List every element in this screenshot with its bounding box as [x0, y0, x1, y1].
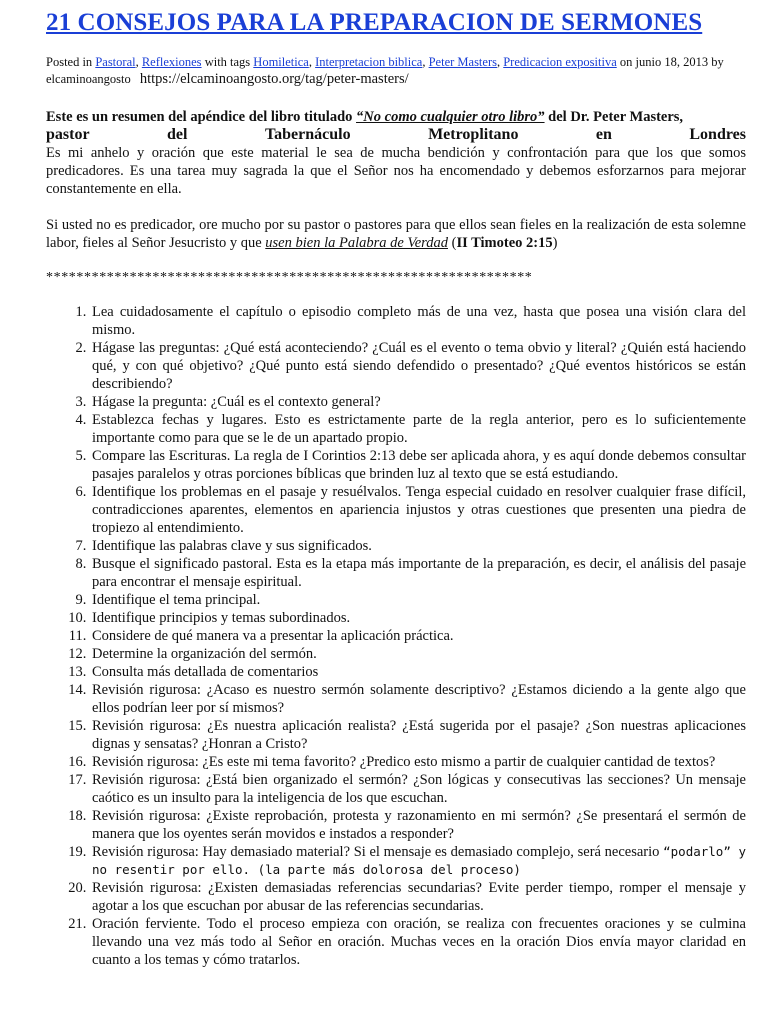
intro-word: Metroplitano: [428, 126, 519, 143]
list-item: 1. Lea cuidadosamente el capítulo o episodio completo más de una vez, hasta que posea una visión clara del mismo.: [90, 303, 746, 339]
list-item: 5. Compare las Escrituras. La regla de I Corintios 2:13 debe ser aplicada ahora, y es aquí donde debemos consultar pasajes paralelos y otras porciones bíblicas que brinden luz al texto que se está estudiando.: [90, 447, 746, 483]
post-author: elcaminoangosto: [46, 72, 131, 86]
list-item: 20. Revisión rigurosa: ¿Existen demasiadas referencias secundarias? Evite perder tiempo, romper el mensaje y agotar a los que escuchan por abusar de las referencias secundarias.: [90, 879, 746, 915]
posted-in-label: Posted in: [46, 55, 93, 69]
intro-body: Es mi anhelo y oración que este material le sea de mucha bendición y confrontación para que los que somos predicadores. Es una tarea muy sagrada la que el Señor nos ha encomendado y debemos esforzarnos para mejorar constantemente en ella.: [46, 145, 746, 197]
source-url: https://elcaminoangosto.org/tag/peter-masters/: [139, 71, 409, 87]
separator: ,: [135, 55, 139, 69]
post-meta: [46, 54, 746, 88]
verse-link: usen bien la Palabra de Verdad: [265, 235, 448, 251]
tips-list: [46, 303, 746, 969]
separator: ,: [308, 55, 312, 69]
separator: ,: [496, 55, 501, 69]
list-item: 8. Busque el significado pastoral. Esta es la etapa más importante de la preparación, es decir, el análisis del pasaje para encontrar el mensaje espiritual.: [90, 555, 746, 591]
intro-word: Londres: [689, 126, 746, 143]
separator: ,: [422, 55, 426, 69]
category-link-reflexiones[interactable]: Reflexiones: [141, 55, 202, 69]
list-item-text: Revisión rigurosa: Hay demasiado material? Si el mensaje es demasiado complejo, será necesario: [92, 844, 660, 860]
ref-close: ): [552, 235, 558, 251]
list-item: 4. Establezca fechas y lugares. Esto es estrictamente parte de la regla anterior, pero es lo suficientemente importante como para que se le de un apartado propio.: [90, 411, 746, 447]
list-item: 6. Identifique los problemas en el pasaje y resuélvalos. Tenga especial cuidado en resolver cualquier frase difícil, contradicciones aparentes, elementos en apariencia injustos y otras cuestiones que presenten una piedra de tropiezo al entendimiento.: [90, 483, 746, 537]
intro-word: en: [595, 126, 612, 143]
intro-author-text: del Dr. Peter Masters,: [548, 109, 684, 125]
paragraph-2: [46, 216, 746, 252]
intro-lead-text: Este es un resumen del apéndice del libro titulado: [46, 109, 353, 125]
list-item: 18. Revisión rigurosa: ¿Existe reprobación, protesta y razonamiento en mi sermón? ¿Se presentará el sermón de manera que los oyentes serán movidos e instados a responder?: [90, 807, 746, 843]
category-link-pastoral[interactable]: Pastoral: [95, 55, 136, 69]
list-item: 13. Consulta más detallada de comentarios: [90, 663, 746, 681]
post-date: on junio 18, 2013 by: [619, 55, 724, 69]
list-item: 2. Hágase las preguntas: ¿Qué está aconteciendo? ¿Cuál es el evento o tema obvio y literal? ¿Quién está haciendo qué, y con qué objetivo? ¿Qué punto está siendo defendido o presentado? ¿Qué eventos históricos se están describiendo?: [90, 339, 746, 393]
intro-word: pastor: [46, 126, 90, 143]
book-title: “No como cualquier otro libro”: [356, 109, 545, 125]
list-item: 3. Hágase la pregunta: ¿Cuál es el contexto general?: [90, 393, 746, 411]
list-item: 21. Oración ferviente. Todo el proceso empieza con oración, se realiza con frecuentes oraciones y se culmina llevando una vez más todo al Señor en oración. Muchas veces en la oración Dios envía mayor claridad en cuanto a los temas y cómo tratarlos.: [90, 915, 746, 969]
list-item: 14. Revisión rigurosa: ¿Acaso es nuestro sermón solamente descriptivo? ¿Estamos diciendo a la gente algo que ellos podrían leer por sí mismos?: [90, 681, 746, 717]
list-item: 10. Identifique principios y temas subordinados.: [90, 609, 746, 627]
tag-link-interpretacion[interactable]: Interpretacion biblica: [315, 55, 423, 69]
ref-open: (: [451, 235, 457, 251]
intro-word: del: [167, 126, 188, 143]
page-title[interactable]: 21 CONSEJOS PARA LA PREPARACION DE SERMONES: [46, 9, 703, 36]
intro-section: [46, 108, 746, 198]
scripture-ref: II Timoteo 2:15: [456, 235, 553, 251]
list-item: 16. Revisión rigurosa: ¿Es este mi tema favorito? ¿Predico esto mismo a partir de cualquier cantidad de textos?: [90, 753, 746, 771]
list-item: 12. Determine la organización del sermón.: [90, 645, 746, 663]
list-item: 9. Identifique el tema principal.: [90, 591, 746, 609]
intro-lead: [46, 108, 746, 126]
intro-justified-line: [46, 126, 746, 144]
tag-link-homiletica[interactable]: Homiletica: [253, 55, 309, 69]
paragraph-2-text: Si usted no es predicador, ore mucho por su pastor o pastores para que ellos sean fieles en la realización de esta solemne labor, fieles al Señor Jesucristo y que: [46, 217, 746, 251]
list-item: 7. Identifique las palabras clave y sus significados.: [90, 537, 746, 555]
list-item: 11. Considere de qué manera va a presentar la aplicación práctica.: [90, 627, 746, 645]
list-item: 15. Revisión rigurosa: ¿Es nuestra aplicación realista? ¿Está sugerida por el pasaje? ¿Son nuestras aplicaciones dignas y sensatas? ¿Honran a Cristo?: [90, 717, 746, 753]
tag-link-predicacion[interactable]: Predicacion expositiva: [503, 55, 617, 69]
tag-link-peter-masters[interactable]: Peter Masters: [428, 55, 497, 69]
separator-stars: ****************************************************************: [46, 270, 533, 285]
with-tags-label: with tags: [204, 55, 251, 69]
handwritten-note: “podarlo” y no resentir por ello. (la parte más dolorosa del proceso): [92, 844, 746, 877]
list-item: [90, 843, 746, 879]
intro-word: Tabernáculo: [264, 126, 351, 143]
list-item: 17. Revisión rigurosa: ¿Está bien organizado el sermón? ¿Son lógicas y consecutivas las secciones? Un mensaje caótico es un insulto para la inteligencia de los que escuchan.: [90, 771, 746, 807]
